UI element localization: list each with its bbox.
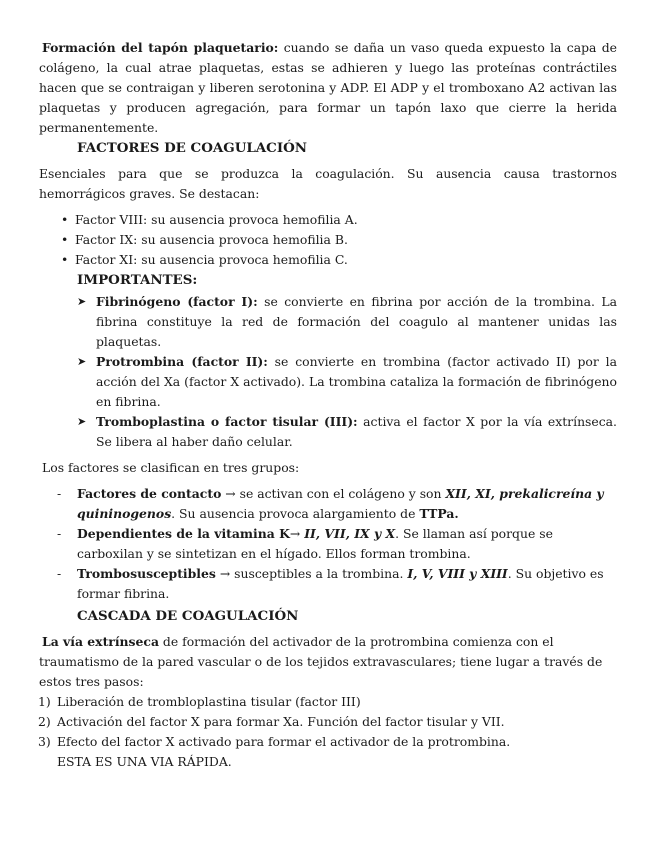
- list-item: 1) Liberación de trombloplastina tisular (factor III): [38, 694, 361, 709]
- bullet-icon: •: [61, 212, 69, 227]
- cascada-steps: [39, 692, 617, 752]
- dash-bullet-icon: -: [57, 526, 62, 541]
- list-item: • Factor IX: su ausencia provoca hemofilia B.: [39, 230, 617, 250]
- bullet-icon: •: [61, 232, 69, 247]
- dash-bullet-icon: -: [57, 566, 62, 581]
- importantes-list: [39, 292, 617, 452]
- list-item: 2) Activación del factor X para formar Xa. Función del factor tisular y VII.: [38, 714, 505, 729]
- arrow-bullet-icon: ➤: [77, 415, 87, 428]
- arrow-bullet-icon: ➤: [77, 295, 87, 308]
- cascada-lead: La vía extrínseca: [42, 634, 159, 649]
- importantes-heading: IMPORTANTES:: [77, 272, 198, 288]
- intro-paragraph: [39, 38, 617, 138]
- list-item: ➤ Fibrinógeno (factor I): se convierte en fibrina por acción de la trombina. La fibrina constituye la red de formación del coagulo al mantener unidas las plaquetas.: [77, 294, 617, 349]
- intro-text: cuando se daña un vaso queda expuesto la capa de colágeno, la cual atrae plaquetas, estas se adhieren y luego las proteínas contráctiles hacen que se contraigan y liberen serotonina y ADP. El ADP y el tromboxano A2 activan las plaquetas y producen agregación, para formar un tapón laxo que cierre la herida permanentemente.: [39, 40, 617, 135]
- cascada-paragraph: La vía extrínseca de formación del activador de la protrombina comienza con el traumatismo de la pared vascular o de los tejidos extravasculares; tiene lugar a través de estos tres pasos:: [39, 634, 603, 689]
- list-item: - Factores de contacto → se activan con el colágeno y son XII, XI, prekalicreína y quininogenos. Su ausencia provoca alargamiento de TTPa.: [57, 486, 604, 521]
- cascada-note: ESTA ES UNA VIA RÁPIDA.: [57, 754, 232, 769]
- factores-bullet-list: [39, 210, 617, 270]
- factores-description: Esenciales para que se produzca la coagulación. Su ausencia causa trastornos hemorrágicos graves. Se destacan:: [39, 166, 617, 201]
- list-item: ➤ Tromboplastina o factor tisular (III): activa el factor X por la vía extrínseca. Se libera al haber daño celular.: [77, 414, 618, 449]
- cascada-heading: CASCADA DE COAGULACIÓN: [77, 608, 299, 624]
- arrow-bullet-icon: ➤: [77, 355, 87, 368]
- intro-lead: Formación del tapón plaquetario:: [42, 40, 279, 55]
- document-page: [39, 38, 617, 772]
- grupos-intro: Los factores se clasifican en tres grupos:: [42, 460, 300, 475]
- list-item: 3) Efecto del factor X activado para formar el activador de la protrombina.: [38, 734, 511, 749]
- dash-bullet-icon: -: [57, 486, 62, 501]
- list-item: - Trombosusceptibles → susceptibles a la trombina. I, V, VIII y XIII. Su objetivo es formar fibrina.: [57, 566, 604, 601]
- list-item: • Factor VIII: su ausencia provoca hemofilia A.: [39, 210, 617, 230]
- grupos-list: [39, 484, 617, 604]
- bullet-icon: •: [61, 252, 69, 267]
- list-item: • Factor XI: su ausencia provoca hemofilia C.: [39, 250, 617, 270]
- factores-heading: FACTORES DE COAGULACIÓN: [77, 140, 308, 156]
- list-item: ➤ Protrombina (factor II): se convierte en trombina (factor activado II) por la acción del Xa (factor X activado). La trombina cataliza la formación de fibrinógeno en fibrina.: [77, 354, 617, 409]
- list-item: - Dependientes de la vitamina K→ II, VII, IX y X. Se llaman así porque se carboxilan y se sintetizan en el hígado. Ellos forman trombina.: [57, 526, 553, 561]
